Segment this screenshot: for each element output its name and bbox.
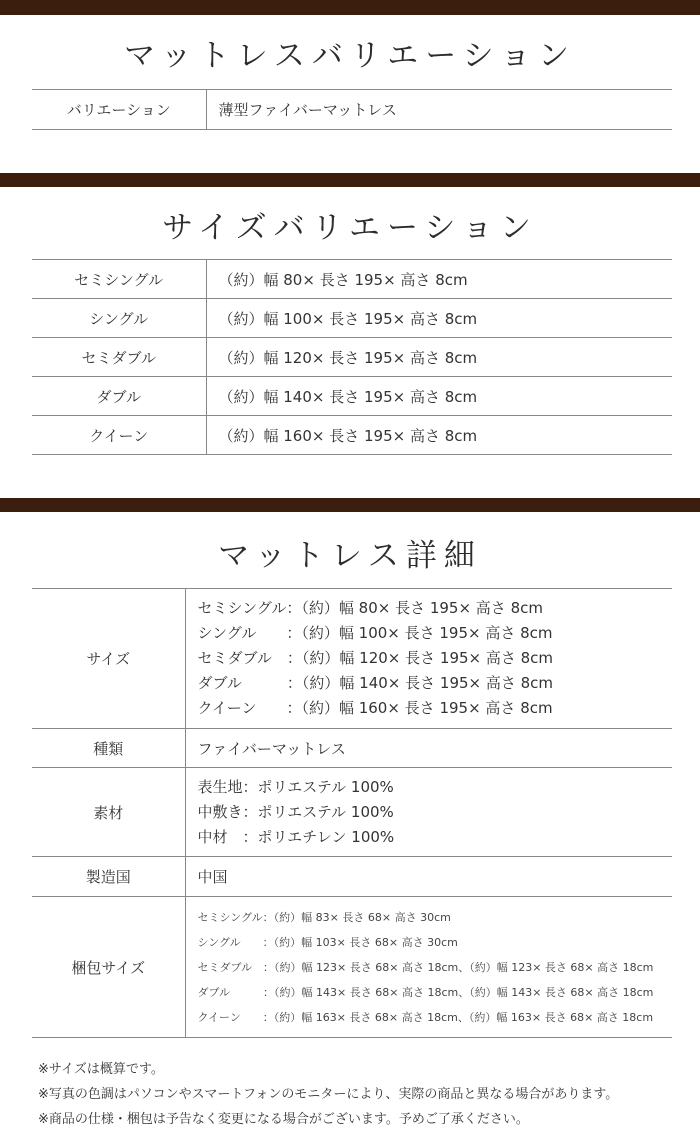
material-line: 中材 ：ポリエチレン 100% bbox=[197, 827, 395, 846]
row-value: （約）幅 80× 長さ 195× 高さ 8cm bbox=[218, 270, 468, 289]
section-title-size-variation: サイズバリエーション bbox=[162, 210, 538, 246]
table-row bbox=[32, 857, 672, 897]
row-label: 製造国 bbox=[32, 857, 185, 897]
row-value: ファイバーマットレス bbox=[197, 739, 346, 758]
row-label: サイズ bbox=[32, 589, 185, 729]
size-line: クイーン ：（約）幅 160× 長さ 195× 高さ 8cm bbox=[197, 699, 553, 717]
row-value-list bbox=[185, 768, 672, 857]
variation-table bbox=[32, 89, 672, 130]
table-row bbox=[32, 299, 672, 338]
row-value: 中国 bbox=[197, 868, 228, 886]
table-row bbox=[32, 338, 672, 377]
section-divider-band bbox=[0, 498, 700, 512]
row-label: 梱包サイズ bbox=[32, 897, 185, 1038]
row-label: セミシングル bbox=[32, 260, 206, 299]
row-value: （約）幅 140× 長さ 195× 高さ 8cm bbox=[218, 387, 478, 406]
package-size-line: ダブル ：（約）幅 143× 長さ 68× 高さ 18cm、（約）幅 143× 長さ 68× 高さ 18cm bbox=[197, 985, 654, 999]
row-label: シングル bbox=[32, 299, 206, 338]
footnotes bbox=[38, 1057, 618, 1132]
row-value-list bbox=[185, 897, 672, 1038]
section-title-mattress-variation: マットレスバリエーション bbox=[124, 38, 576, 74]
footnote: ※写真の色調はパソコンやスマートフォンのモニターにより、実際の商品と異なる場合があります。 bbox=[38, 1087, 619, 1102]
size-line: ダブル ：（約）幅 140× 長さ 195× 高さ 8cm bbox=[197, 674, 554, 692]
top-divider-band bbox=[0, 0, 700, 15]
package-size-line: セミダブル ：（約）幅 123× 長さ 68× 高さ 18cm、（約）幅 123× 長さ 68× 高さ 18cm bbox=[197, 960, 654, 974]
size-variation-table bbox=[32, 259, 672, 455]
size-line: セミシングル：（約）幅 80× 長さ 195× 高さ 8cm bbox=[197, 599, 543, 617]
table-row bbox=[32, 416, 672, 455]
table-row bbox=[32, 260, 672, 299]
row-label: 素材 bbox=[32, 768, 185, 857]
mattress-details-table bbox=[32, 588, 672, 1038]
footnote: ※商品の仕様・梱包は予告なく変更になる場合がございます。予めご了承ください。 bbox=[38, 1112, 529, 1127]
table-row bbox=[32, 90, 672, 130]
size-line: シングル ：（約）幅 100× 長さ 195× 高さ 8cm bbox=[197, 624, 553, 642]
table-row bbox=[32, 377, 672, 416]
footnote: ※サイズは概算です。 bbox=[38, 1062, 164, 1077]
section-divider-band bbox=[0, 173, 700, 187]
table-row bbox=[32, 589, 672, 729]
row-value: （約）幅 100× 長さ 195× 高さ 8cm bbox=[218, 309, 478, 328]
row-label: セミダブル bbox=[32, 338, 206, 377]
row-label: ダブル bbox=[32, 377, 206, 416]
size-line: セミダブル ：（約）幅 120× 長さ 195× 高さ 8cm bbox=[197, 649, 554, 667]
material-line: 中敷き：ポリエステル 100% bbox=[197, 802, 394, 821]
table-row bbox=[32, 729, 672, 768]
material-line: 表生地：ポリエステル 100% bbox=[197, 777, 394, 796]
row-label: クイーン bbox=[32, 416, 206, 455]
row-label: 種類 bbox=[32, 729, 185, 768]
table-row bbox=[32, 768, 672, 857]
row-value: （約）幅 120× 長さ 195× 高さ 8cm bbox=[218, 348, 478, 367]
row-value: （約）幅 160× 長さ 195× 高さ 8cm bbox=[218, 426, 478, 445]
row-value-list bbox=[185, 589, 672, 729]
table-row bbox=[32, 897, 672, 1038]
row-label: バリエーション bbox=[32, 90, 206, 130]
package-size-line: クイーン ：（約）幅 163× 長さ 68× 高さ 18cm、（約）幅 163× 長さ 68× 高さ 18cm bbox=[197, 1010, 654, 1024]
package-size-line: セミシングル：（約）幅 83× 長さ 68× 高さ 30cm bbox=[197, 910, 451, 924]
row-value: 薄型ファイバーマットレス bbox=[218, 101, 397, 119]
package-size-line: シングル ：（約）幅 103× 長さ 68× 高さ 30cm bbox=[197, 935, 458, 949]
section-title-mattress-details: マットレス詳細 bbox=[218, 538, 482, 574]
